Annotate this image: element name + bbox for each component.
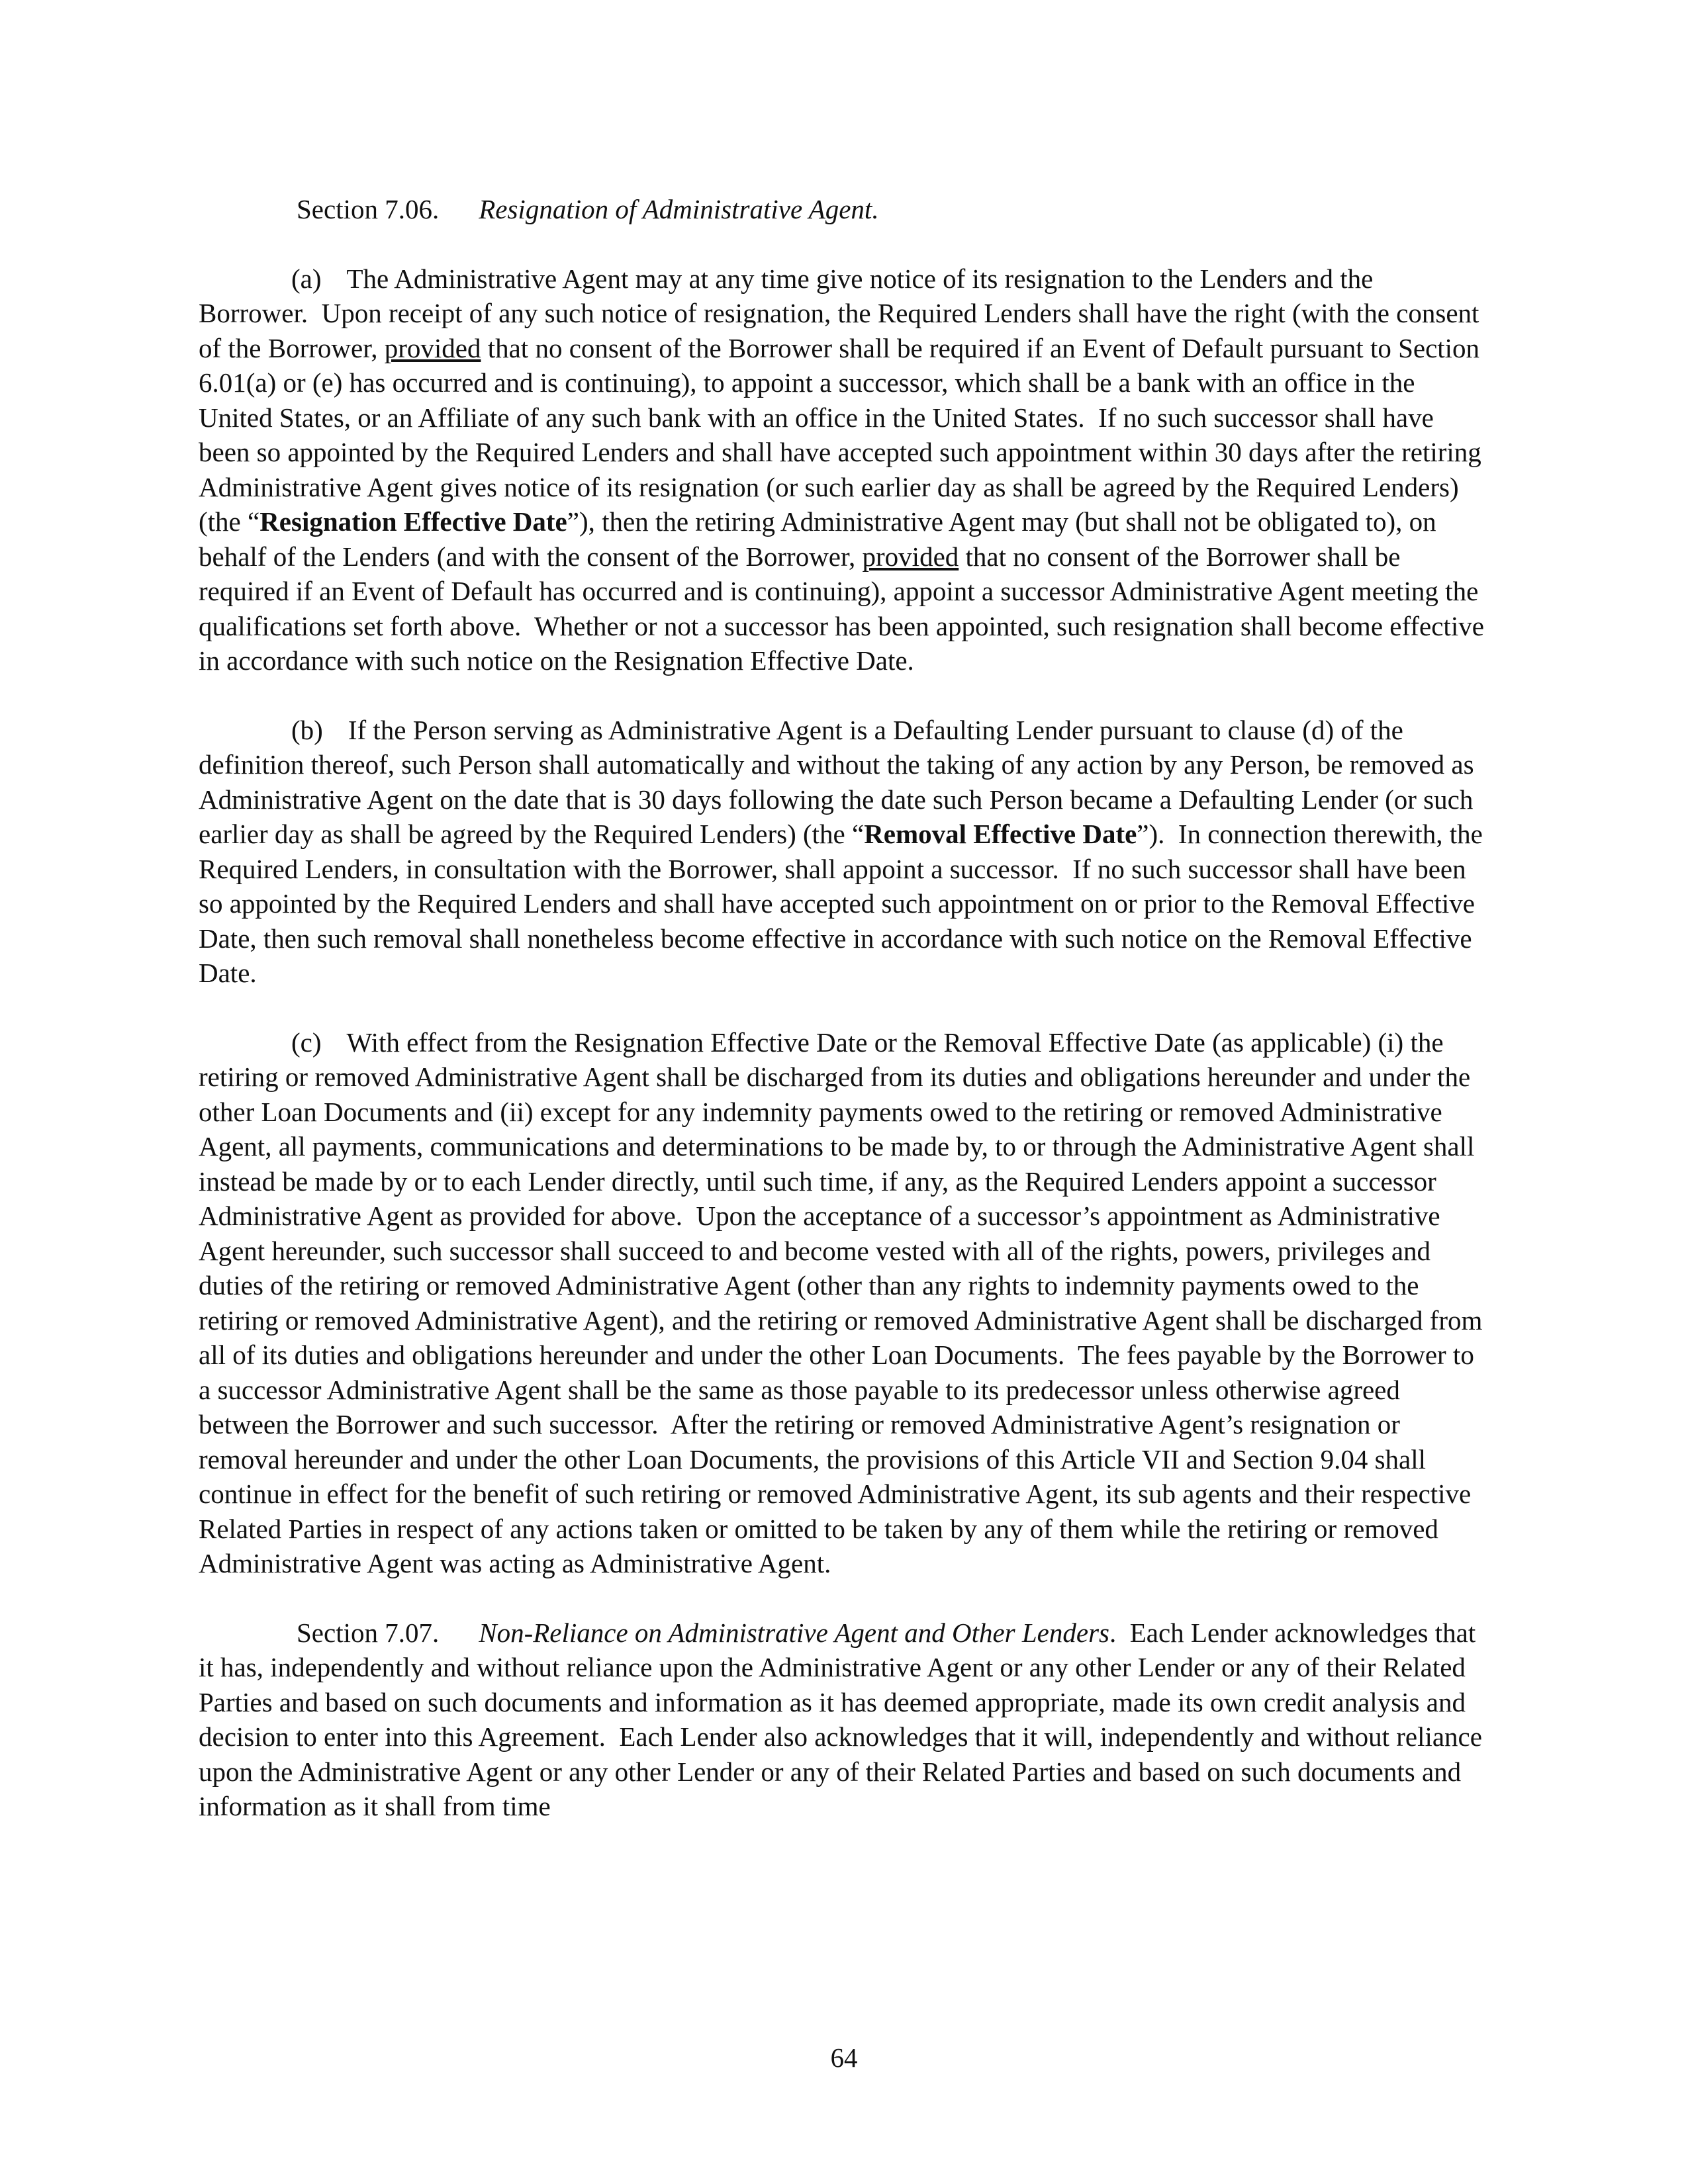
paragraph-b: (b) If the Person serving as Administrative Agent is a Defaulting Lender pursuant to clause (d) of the definition thereof, such Person shall automatically and without the taking of any action by any Person, be removed as Administrative Agent on the date that is 30 days following the date such Person became a Defaulting Lender (or such earlier day as shall be agreed by the Required Lenders) (the “Removal Effective Date”). In connection therewith, the Required Lenders, in consultation with the Borrower, shall appoint a successor. If no such successor shall have been so appointed by the Required Lenders and shall have accepted such appointment on or prior to the Removal Effective Date, then such removal shall nonetheless become effective in accordance with such notice on the Removal Effective Date. <box>199 714 1490 988</box>
provided-term: provided <box>862 541 959 572</box>
defined-term-removal-effective-date: Removal Effective Date <box>864 819 1137 849</box>
section-number: Section 7.07. <box>297 1617 440 1648</box>
paragraph-label: (c) <box>291 1026 322 1058</box>
section-title: Resignation of Administrative Agent. <box>479 194 879 224</box>
section-title: Non-Reliance on Administrative Agent and Other Lenders <box>479 1617 1109 1648</box>
paragraph-label: (a) <box>291 263 322 294</box>
page-number: 64 <box>830 2042 858 2073</box>
document-page <box>199 192 1491 1858</box>
section-number: Section 7.06. <box>297 194 440 224</box>
paragraph-c: (c) With effect from the Resignation Effective Date or the Removal Effective Date (as applicable) (i) the retiring or removed Administrative Agent shall be discharged from its duties and obligations hereunder and under the other Loan Documents and (ii) except for any indemnity payments owed to the retiring or removed Administrative Agent, all payments, communications and determinations to be made by, to or through the Administrative Agent shall instead be made by or to each Lender directly, until such time, if any, as the Required Lenders appoint a successor Administrative Agent as provided for above. Upon the acceptance of a successor’s appointment as Administrative Agent hereunder, such successor shall succeed to and become vested with all of the rights, powers, privileges and duties of the retiring or removed Administrative Agent (other than any rights to indemnity payments owed to the retiring or removed Administrative Agent), and the retiring or removed Administrative Agent shall be discharged from all of its duties and obligations hereunder and under the other Loan Documents. The fees payable by the Borrower to a successor Administrative Agent shall be the same as those payable to its predecessor unless otherwise agreed between the Borrower and such successor. After the retiring or removed Administrative Agent’s resignation or removal hereunder and under the other Loan Documents, the provisions of this Article VII and Section 9.04 shall continue in effect for the benefit of such retiring or removed Administrative Agent, its sub agents and their respective Related Parties in respect of any actions taken or omitted to be taken by any of them while the retiring or removed Administrative Agent was acting as Administrative Agent. <box>199 1026 1489 1578</box>
provided-term: provided <box>384 332 481 363</box>
defined-term-resignation-effective-date: Resignation Effective Date <box>259 506 567 537</box>
paragraph-label: (b) <box>291 714 323 745</box>
paragraph-a: (a) The Administrative Agent may at any time give notice of its resignation to the Lenders and the Borrower. Upon receipt of any such notice of resignation, the Required Lenders shall have the right (with the consent of the Borrower, provided that no consent of the Borrower shall be required if an Event of Default pursuant to Section 6.01(a) or (e) has occurred and is continuing), to appoint a successor, which shall be a bank with an office in the United States, or an Affiliate of any such bank with an office in the United States. If no such successor shall have been so appointed by the Required Lenders and shall have accepted such appointment within 30 days after the retiring Administrative Agent gives notice of its resignation (or such earlier day as shall be agreed by the Required Lenders) (the “Resignation Effective Date”), then the retiring Administrative Agent may (but shall not be obligated to), on behalf of the Lenders (and with the consent of the Borrower, provided that no consent of the Borrower shall be required if an Event of Default has occurred and is continuing), appoint a successor Administrative Agent meeting the qualifications set forth above. Whether or not a successor has been appointed, such resignation shall become effective in accordance with such notice on the Resignation Effective Date. <box>199 263 1491 676</box>
section-7-07-paragraph: Section 7.07. Non-Reliance on Administrative Agent and Other Lenders. Each Lender acknowledges that it has, independently and without reliance upon the Administrative Agent or any other Lender or any of their Related Parties and based on such documents and information as it has deemed appropriate, made its own credit analysis and decision to enter into this Agreement. Each Lender also acknowledges that it will, independently and without reliance upon the Administrative Agent or any other Lender or any of their Related Parties and based on such documents and information as it shall from time <box>199 1617 1489 1821</box>
section-7-06-heading <box>199 192 1486 227</box>
